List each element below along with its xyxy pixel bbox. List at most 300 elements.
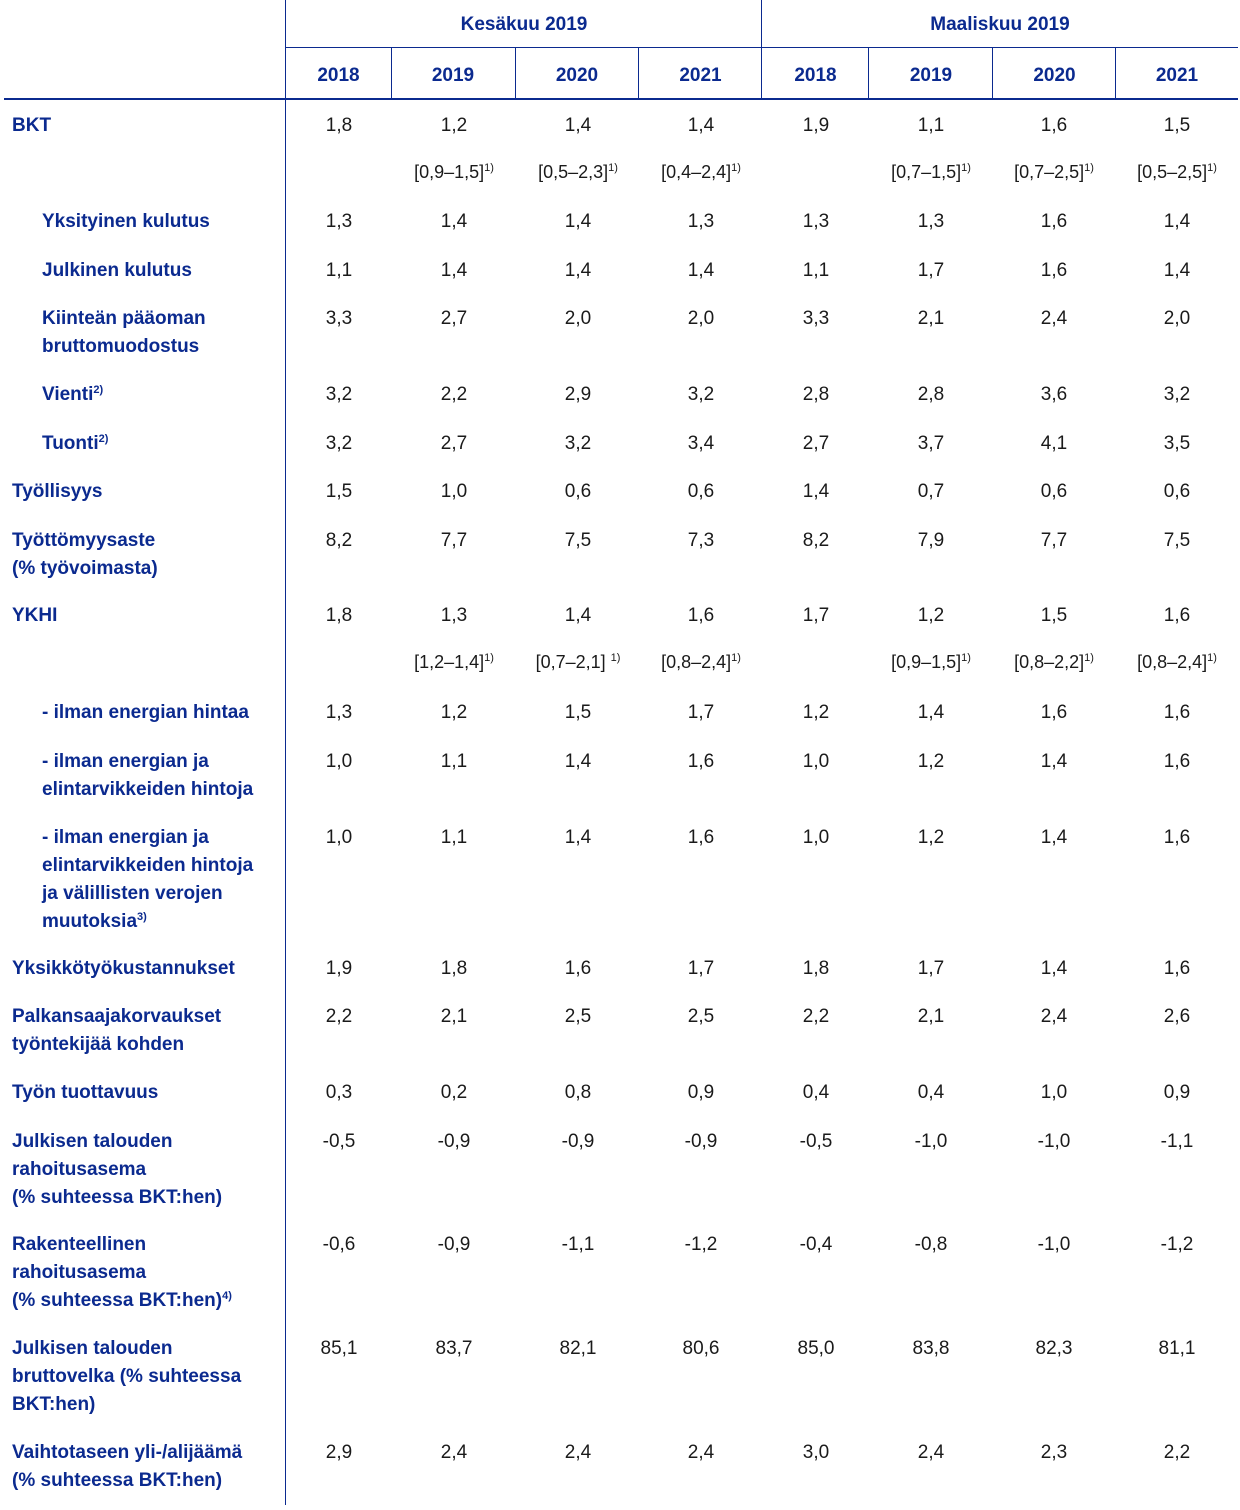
row-label-text: Julkinen kulutus [42,260,192,281]
value-cell [636,1003,766,1031]
value-cell [866,955,996,983]
footnote-marker: 1) [731,652,741,664]
row-label [12,1335,241,1419]
cell-value: 0,4 [802,1082,830,1103]
value-cell [751,208,881,236]
range-cell [1112,648,1240,676]
value-cell [751,112,881,140]
value-cell [636,527,766,555]
value-cell [989,1439,1119,1467]
value-cell [513,955,643,983]
value-cell [389,527,519,555]
value-cell [866,381,996,409]
cell-value: 1,6 [687,751,715,772]
value-cell [751,748,881,776]
value-cell [274,1003,404,1031]
cell-value: 0,6 [1040,481,1068,502]
footnote-marker: 1) [1207,162,1217,174]
row-label [12,478,102,506]
cell-value: 1,4 [802,481,830,502]
cell-value: 0,9 [1163,1082,1191,1103]
cell-value: 1,2 [917,827,945,848]
cell-value: -1,2 [684,1234,718,1255]
row-label-text: Vaihtotaseen yli-/alijäämä (% suhteessa BKT:hen) [12,1442,243,1491]
cell-value: 1,4 [440,260,468,281]
footnote-marker: 1) [1084,652,1094,664]
cell-value: 3,2 [687,384,715,405]
row-label [42,824,253,936]
value-cell [751,955,881,983]
value-cell [1112,257,1240,285]
cell-value: 82,1 [559,1338,597,1359]
value-cell [1112,305,1240,333]
year-header: 2018 [317,65,360,86]
value-cell [636,699,766,727]
value-cell [866,430,996,458]
divider [1115,48,1116,98]
value-cell [1112,1335,1240,1363]
divider [992,48,993,98]
value-cell [1112,527,1240,555]
cell-value: 1,7 [687,958,715,979]
cell-value: 2,1 [917,1006,945,1027]
value-cell [513,1079,643,1107]
value-cell [1112,1079,1240,1107]
cell-value: -0,9 [684,1131,718,1152]
cell-value: 2,0 [687,308,715,329]
cell-value: 0,8 [564,1082,592,1103]
footnote-marker: 1) [484,162,494,174]
range-cell [636,648,766,676]
value-cell [513,1231,643,1259]
cell-value: 0,6 [564,481,592,502]
value-cell [751,602,881,630]
cell-value: 7,7 [1040,530,1068,551]
value-cell [1112,112,1240,140]
value-cell [989,748,1119,776]
cell-value: 1,4 [564,211,592,232]
cell-value: 1,1 [802,260,830,281]
cell-value: 2,9 [325,1442,353,1463]
footnote-marker: 3) [137,911,147,923]
cell-value: 2,1 [440,1006,468,1027]
divider [638,48,639,98]
value-cell [389,381,519,409]
row-label [42,381,103,409]
value-cell [513,527,643,555]
row-label-text: Tuonti [42,433,99,454]
row-label-text: BKT [12,115,52,136]
range-cell [389,648,519,676]
cell-value: 1,3 [802,211,830,232]
cell-value: -0,5 [322,1131,356,1152]
cell-value: 1,4 [564,115,592,136]
value-cell [866,1439,996,1467]
cell-value: 1,2 [440,702,468,723]
row-label [12,1231,232,1315]
value-cell [513,257,643,285]
cell-value: 7,5 [564,530,592,551]
row-label [42,699,249,727]
row-label-text: Palkansaajakorvaukset työntekijää kohden [12,1006,222,1055]
row-label-text: Rakenteellinen rahoitusasema (% suhteessa BKT:hen) [12,1234,223,1311]
cell-value: 2,0 [564,308,592,329]
cell-value: 4,1 [1040,433,1068,454]
value-cell [1112,1231,1240,1259]
footnote-marker: 2) [98,433,109,445]
value-cell [989,1128,1119,1156]
divider [761,0,762,98]
value-cell [513,1003,643,1031]
cell-value: 1,2 [917,605,945,626]
cell-value: 1,0 [440,481,468,502]
cell-value: 3,3 [802,308,830,329]
cell-value: 2,0 [1163,308,1191,329]
footnote-marker: 1) [1207,652,1217,664]
value-cell [636,208,766,236]
value-cell [866,112,996,140]
cell-value: 1,2 [440,115,468,136]
cell-value: 3,2 [1163,384,1191,405]
cell-value: 2,2 [440,384,468,405]
cell-value: [0,8–2,2] [1014,652,1085,672]
range-cell [989,158,1119,186]
cell-value: 1,1 [440,827,468,848]
value-cell [989,430,1119,458]
value-cell [989,381,1119,409]
value-cell [636,478,766,506]
cell-value: -0,6 [322,1234,356,1255]
cell-value: 2,7 [802,433,830,454]
cell-value: 0,9 [687,1082,715,1103]
cell-value: 1,0 [325,827,353,848]
value-cell [989,1335,1119,1363]
value-cell [274,1128,404,1156]
value-cell [866,1128,996,1156]
cell-value: 1,3 [325,211,353,232]
cell-value: 7,9 [917,530,945,551]
value-cell [513,381,643,409]
cell-value: -0,4 [799,1234,833,1255]
value-cell [513,208,643,236]
divider [286,47,1238,48]
value-cell [989,602,1119,630]
cell-value: 85,1 [320,1338,358,1359]
cell-value: 3,0 [802,1442,830,1463]
value-cell [389,1003,519,1031]
cell-value: 3,2 [325,433,353,454]
row-label [42,257,192,285]
row-label-text: Kiinteän pääoman bruttomuodostus [42,308,206,357]
value-cell [866,527,996,555]
cell-value: 2,9 [564,384,592,405]
cell-value: 2,5 [564,1006,592,1027]
cell-value: 1,4 [564,605,592,626]
value-cell [636,257,766,285]
cell-value: 80,6 [682,1338,720,1359]
value-cell [866,208,996,236]
value-cell [389,1079,519,1107]
cell-value: 2,4 [564,1442,592,1463]
cell-value: 1,5 [325,481,353,502]
cell-value: 81,1 [1158,1338,1196,1359]
cell-value: 1,4 [440,211,468,232]
value-cell [751,1231,881,1259]
cell-value: 2,1 [917,308,945,329]
cell-value: 3,3 [325,308,353,329]
cell-value: 1,0 [325,751,353,772]
value-cell [389,305,519,333]
value-cell [866,1335,996,1363]
value-cell [866,1231,996,1259]
row-label-text: Työllisyys [12,481,103,502]
value-cell [1112,955,1240,983]
value-cell [1112,699,1240,727]
cell-value: 1,0 [802,751,830,772]
row-label-text: - ilman energian hintaa [42,702,249,723]
value-cell [1112,1439,1240,1467]
cell-value: 1,6 [564,958,592,979]
value-cell [1112,748,1240,776]
row-label-text: Yksityinen kulutus [42,211,210,232]
value-cell [751,1335,881,1363]
cell-value: 0,3 [325,1082,353,1103]
cell-value: 2,2 [1163,1442,1191,1463]
cell-value: [0,4–2,4] [661,162,732,182]
value-cell [274,1335,404,1363]
cell-value: 1,4 [1163,211,1191,232]
cell-value: 1,6 [687,605,715,626]
cell-value: 1,2 [802,702,830,723]
cell-value: 1,6 [687,827,715,848]
range-cell [389,158,519,186]
cell-value: 2,8 [802,384,830,405]
cell-value: 0,4 [917,1082,945,1103]
value-cell [989,305,1119,333]
cell-value: 3,2 [325,384,353,405]
value-cell [513,1128,643,1156]
cell-value: 2,4 [917,1442,945,1463]
value-cell [989,208,1119,236]
cell-value: -0,9 [437,1234,471,1255]
year-header: 2021 [1155,65,1199,86]
range-cell [636,158,766,186]
cell-value: -1,1 [1160,1131,1194,1152]
cell-value: 0,7 [917,481,945,502]
row-label [12,1079,158,1107]
range-cell [513,648,643,676]
value-cell [389,208,519,236]
value-cell [636,824,766,852]
row-label [12,112,51,140]
value-cell [989,1003,1119,1031]
value-cell [389,824,519,852]
cell-value: 2,6 [1163,1006,1191,1027]
value-cell [751,478,881,506]
cell-value: 2,8 [917,384,945,405]
cell-value: 1,6 [1163,702,1191,723]
value-cell [513,478,643,506]
range-cell [513,158,643,186]
value-cell [636,112,766,140]
value-cell [389,1128,519,1156]
value-cell [989,1079,1119,1107]
row-label [42,430,108,458]
value-cell [513,1335,643,1363]
cell-value: -1,1 [561,1234,595,1255]
cell-value: 0,6 [687,481,715,502]
cell-value: 83,8 [912,1338,950,1359]
value-cell [866,748,996,776]
row-label [12,1439,242,1495]
value-cell [274,699,404,727]
cell-value: 2,7 [440,308,468,329]
row-label-text: Yksikkötyökustannukset [12,958,235,979]
value-cell [866,699,996,727]
year-header: 2020 [555,65,599,86]
footnote-marker: 1) [1084,162,1094,174]
cell-value: [0,7–2,5] [1014,162,1085,182]
value-cell [866,1003,996,1031]
year-header: 2019 [909,65,953,86]
value-cell [389,955,519,983]
cell-value: 2,4 [440,1442,468,1463]
cell-value: 1,8 [802,958,830,979]
cell-value: [0,9–1,5] [414,162,485,182]
year-header: 2020 [1033,65,1076,86]
row-label [12,1003,221,1059]
cell-value: 83,7 [435,1338,473,1359]
cell-value: 1,6 [1040,702,1068,723]
value-cell [989,955,1119,983]
cell-value: -1,2 [1160,1234,1194,1255]
cell-value: -1,0 [1037,1234,1071,1255]
row-label [42,208,210,236]
value-cell [274,112,404,140]
value-cell [1112,478,1240,506]
cell-value: 1,5 [1040,605,1068,626]
cell-value: 1,4 [687,115,715,136]
value-cell [636,381,766,409]
value-cell [389,699,519,727]
cell-value: 1,6 [1040,260,1068,281]
cell-value: 1,6 [1040,115,1068,136]
cell-value: 2,4 [1040,308,1068,329]
cell-value: 7,5 [1163,530,1191,551]
cell-value: -0,5 [799,1131,833,1152]
value-cell [989,112,1119,140]
cell-value: 8,2 [802,530,830,551]
value-cell [513,112,643,140]
value-cell [274,430,404,458]
footnote-marker: 4) [222,1290,232,1302]
value-cell [513,602,643,630]
cell-value: 1,5 [1163,115,1191,136]
cell-value: 2,7 [440,433,468,454]
value-cell [751,1128,881,1156]
range-cell [866,648,996,676]
row-label-text: Vienti [42,384,94,405]
cell-value: 1,6 [1163,605,1191,626]
value-cell [636,955,766,983]
year-header: 2019 [431,65,475,86]
value-cell [274,208,404,236]
cell-value: -0,9 [437,1131,471,1152]
cell-value: 1,7 [917,260,945,281]
value-cell [513,824,643,852]
cell-value: 1,4 [1163,260,1191,281]
row-label-text: - ilman energian ja elintarvikkeiden hintoja ja välillisten verojen muutoksia [42,827,254,932]
cell-value: 1,3 [440,605,468,626]
cell-value: [0,5–2,3] [538,162,609,182]
value-cell [1112,208,1240,236]
value-cell [1112,1003,1240,1031]
cell-value: 1,9 [802,115,830,136]
cell-value: 1,2 [917,751,945,772]
cell-value: 1,6 [1163,958,1191,979]
footnote-marker: 1) [731,162,741,174]
cell-value: 1,1 [440,751,468,772]
value-cell [751,305,881,333]
value-cell [751,824,881,852]
divider [391,48,392,98]
value-cell [636,1231,766,1259]
cell-value: 1,7 [917,958,945,979]
footnote-marker: 1) [961,652,971,664]
value-cell [1112,430,1240,458]
cell-value: -1,0 [1037,1131,1071,1152]
cell-value: 3,6 [1040,384,1068,405]
cell-value: 1,7 [687,702,715,723]
value-cell [751,257,881,285]
cell-value: 2,2 [325,1006,353,1027]
row-label-text: Työn tuottavuus [12,1082,159,1103]
cell-value: 82,3 [1035,1338,1073,1359]
cell-value: 1,8 [440,958,468,979]
row-label [12,955,235,983]
cell-value: 2,4 [687,1442,715,1463]
value-cell [389,478,519,506]
cell-value: 3,2 [564,433,592,454]
value-cell [866,305,996,333]
value-cell [989,699,1119,727]
value-cell [636,430,766,458]
row-label-text: Julkisen talouden bruttovelka (% suhteessa BKT:hen) [12,1338,242,1415]
value-cell [274,1079,404,1107]
value-cell [389,112,519,140]
cell-value: 2,4 [1040,1006,1068,1027]
cell-value: [0,5–2,5] [1137,162,1208,182]
value-cell [636,1335,766,1363]
year-header: 2021 [679,65,722,86]
value-cell [636,748,766,776]
value-cell [274,478,404,506]
value-cell [751,527,881,555]
value-cell [1112,381,1240,409]
row-label [42,748,253,804]
cell-value: 1,3 [917,211,945,232]
value-cell [389,1231,519,1259]
cell-value: 2,3 [1040,1442,1068,1463]
divider [868,48,869,98]
value-cell [274,1231,404,1259]
cell-value: [0,8–2,4] [661,652,732,672]
value-cell [513,748,643,776]
value-cell [389,1335,519,1363]
cell-value: 0,6 [1163,481,1191,502]
value-cell [751,381,881,409]
value-cell [389,1439,519,1467]
